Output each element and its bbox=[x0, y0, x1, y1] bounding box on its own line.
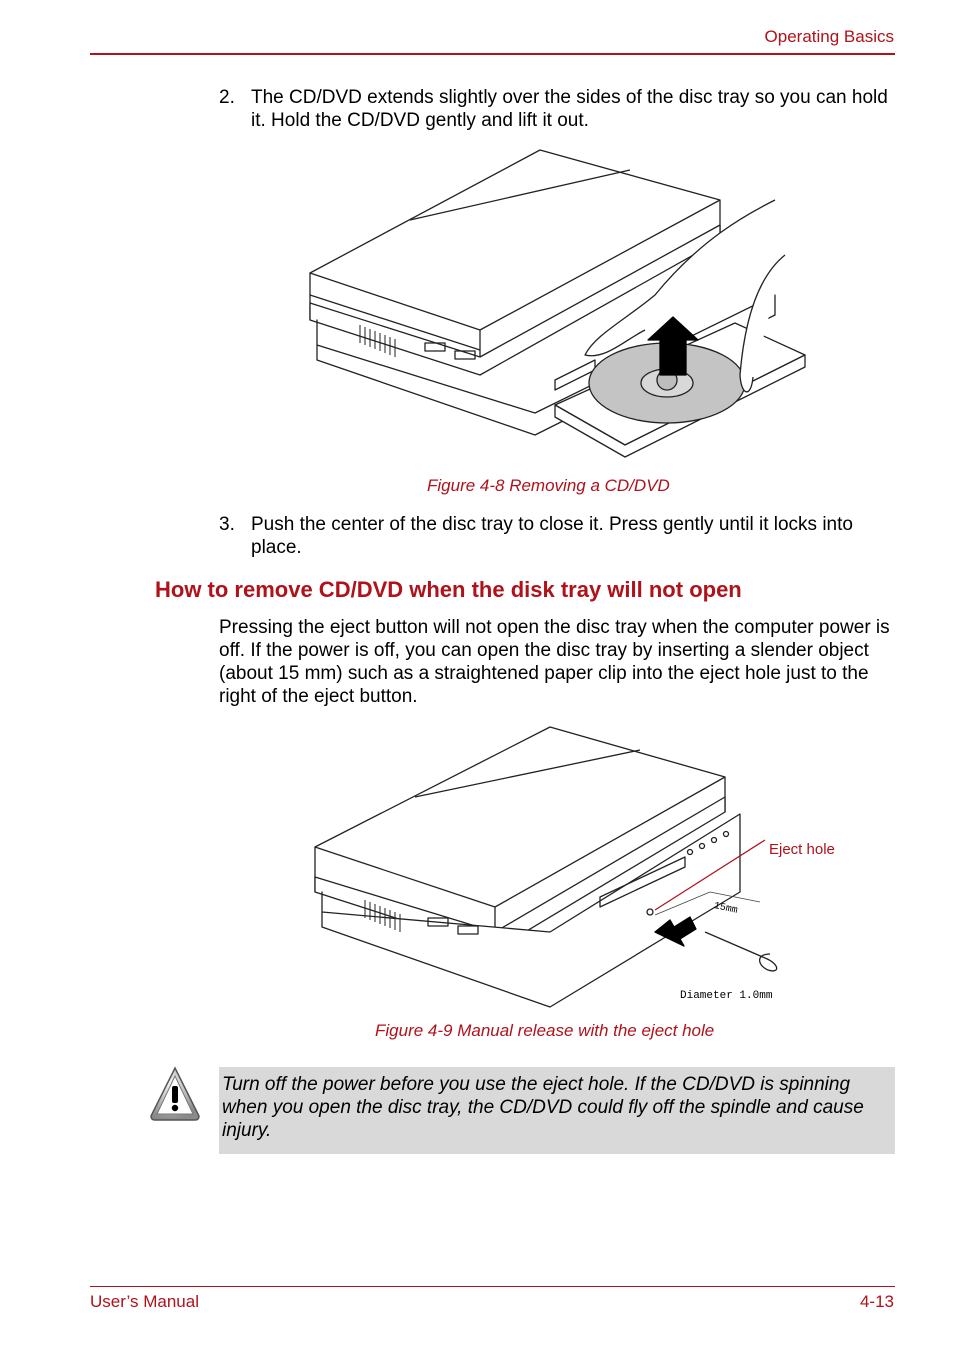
warning-note bbox=[219, 1067, 895, 1154]
step-2 bbox=[219, 86, 895, 136]
warning-icon bbox=[149, 1066, 201, 1122]
header-rule bbox=[90, 53, 895, 55]
page-number: 4-13 bbox=[859, 1292, 894, 1311]
footer-rule bbox=[90, 1286, 895, 1287]
step-3 bbox=[219, 513, 895, 563]
running-header: Operating Basics bbox=[764, 27, 894, 46]
laptop-drawing bbox=[315, 727, 740, 1007]
warning-note-text: Turn off the power before you use the eject hole. If the CD/DVD is spinning when you open the disc tray, the CD/DVD could fly off the spindle and cause injury. bbox=[222, 1074, 864, 1141]
section-heading: How to remove CD/DVD when the disk tray will not open bbox=[155, 577, 742, 602]
figure-4-9-illustration bbox=[310, 722, 850, 1012]
step-text: The CD/DVD extends slightly over the sides of the disc tray so you can hold it. Hold the CD/DVD gently and lift it out. bbox=[251, 87, 888, 131]
eject-hole-marker bbox=[647, 909, 653, 915]
figure-4-8-illustration bbox=[305, 145, 810, 475]
figure-4-9-caption: Figure 4-9 Manual release with the eject hole bbox=[375, 1021, 715, 1040]
step-text: Push the center of the disc tray to close it. Press gently until it locks into place. bbox=[251, 514, 853, 558]
figure-4-8-caption: Figure 4-8 Removing a CD/DVD bbox=[427, 476, 670, 495]
diameter-label: Diameter 1.0mm bbox=[680, 990, 773, 1002]
length-label: 15mm bbox=[712, 901, 739, 917]
paper-clip-drawing bbox=[705, 932, 777, 971]
eject-hole-label: Eject hole bbox=[769, 841, 835, 858]
step-number: 2. bbox=[219, 87, 235, 108]
step-number: 3. bbox=[219, 514, 235, 535]
footer-manual-title: User’s Manual bbox=[90, 1292, 199, 1311]
section-paragraph: Pressing the eject button will not open the disc tray when the computer power is off. If the power is off, you can open the disc tray by inserting a slender object (about 15 mm) such as a straightened paper clip into the eject hole just to the right of the eject button. bbox=[219, 617, 890, 707]
